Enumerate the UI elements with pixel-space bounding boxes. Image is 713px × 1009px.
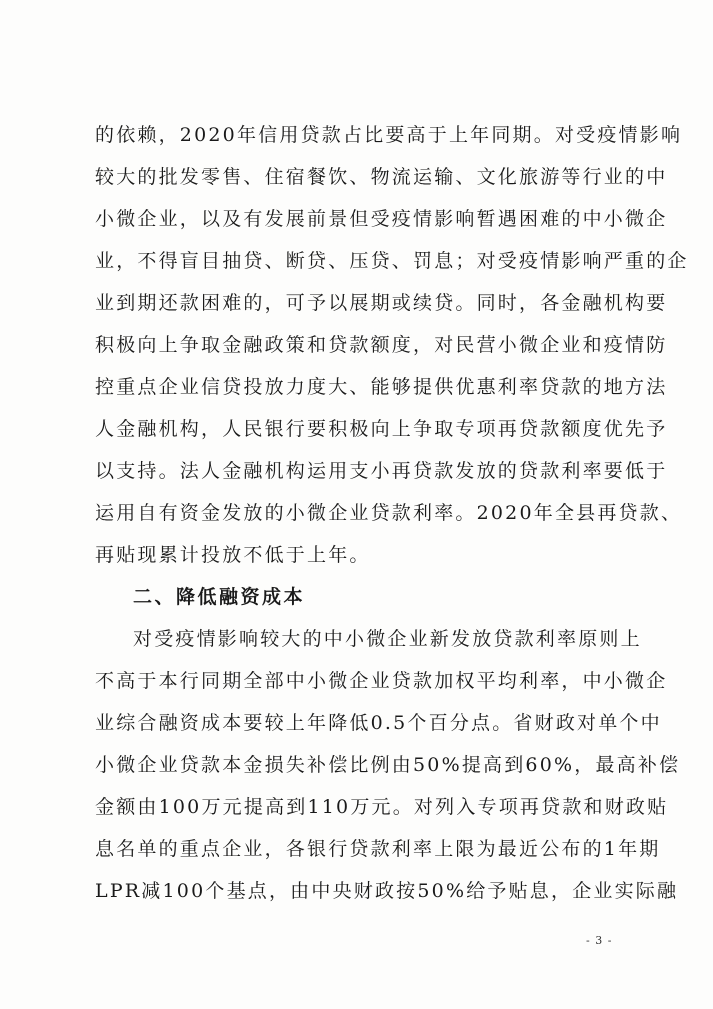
page-number: - 3 - [586,934,613,947]
text-line: 的依赖，2020年信用贷款占比要高于上年同期。对受疫情影响 [95,124,683,146]
text-line: 业，不得盲目抽贷、断贷、压贷、罚息；对受疫情影响严重的企 [95,250,689,272]
text-line: 以支持。法人金融机构运用支小再贷款发放的贷款利率要低于 [95,460,668,482]
text-line: 小微企业，以及有发展前景但受疫情影响暂遇困难的中小微企 [95,208,668,230]
text-line: 控重点企业信贷投放力度大、能够提供优惠利率贷款的地方法 [95,376,668,398]
text-line: 不高于本行同期全部中小微企业贷款加权平均利率，中小微企 [95,670,668,692]
text-line: 积极向上争取金融政策和贷款额度，对民营小微企业和疫情防 [95,334,668,356]
text-line: LPR减100个基点，由中央财政按50%给予贴息，企业实际融 [95,880,679,902]
text-line: 对受疫情影响较大的中小微企业新发放贷款利率原则上 [133,628,642,650]
text-line: 较大的批发零售、住宿餐饮、物流运输、文化旅游等行业的中 [95,166,668,188]
section-heading: 二、降低融资成本 [133,586,306,608]
text-line: 息名单的重点企业，各银行贷款利率上限为最近公布的1年期 [95,838,661,860]
text-line: 金额由100万元提高到110万元。对列入专项再贷款和财政贴 [95,796,669,818]
text-line: 运用自有资金发放的小微企业贷款利率。2020年全县再贷款、 [95,502,683,524]
text-line: 小微企业贷款本金损失补偿比例由50%提高到60%，最高补偿 [95,754,681,776]
text-line: 业综合融资成本要较上年降低0.5个百分点。省财政对单个中 [95,712,662,734]
text-line: 人金融机构，人民银行要积极向上争取专项再贷款额度优先予 [95,418,668,440]
text-line: 业到期还款困难的，可予以展期或续贷。同时，各金融机构要 [95,292,668,314]
text-line: 再贴现累计投放不低于上年。 [95,544,371,566]
